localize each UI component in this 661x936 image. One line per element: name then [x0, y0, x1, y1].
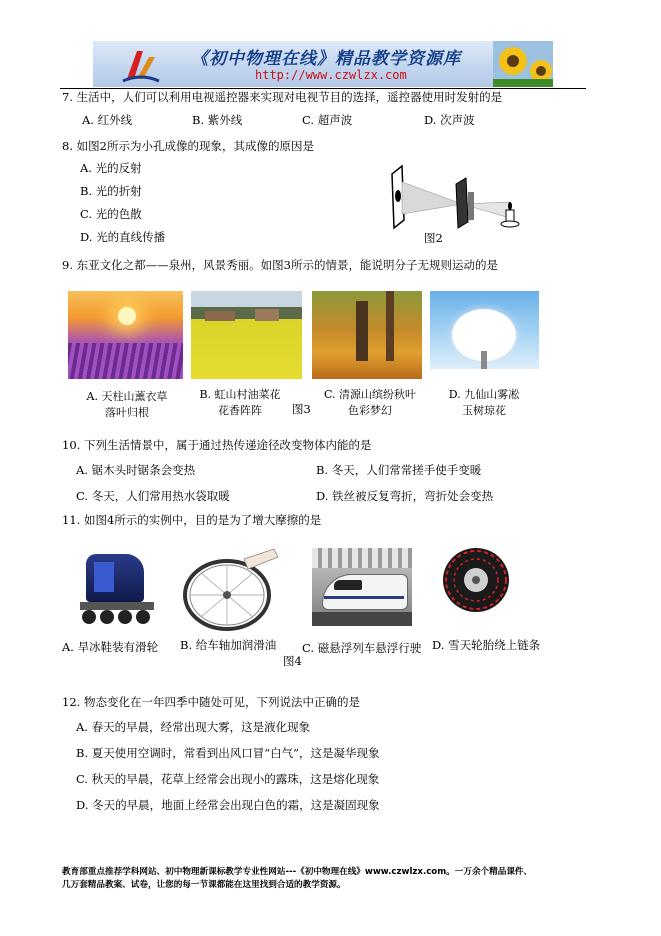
q7-option-b: B. 紫外线 [192, 113, 243, 127]
q11-option-c: C. 磁悬浮列车悬浮行驶 [302, 641, 422, 655]
question-11-stem: 11. 如图4所示的实例中，目的是为了增大摩擦的是 [62, 513, 322, 527]
snow-chain-tire-photo [440, 546, 520, 616]
q11-option-b: B. 给车轴加润滑油 [180, 638, 277, 652]
header-rule [60, 88, 586, 89]
autumn-leaves-photo [312, 291, 422, 379]
header-banner [93, 41, 553, 87]
q11-option-a: A. 旱冰鞋装有滑轮 [62, 640, 159, 654]
q9-caption-b-line1: B. 虹山村油菜花 [199, 388, 281, 401]
lavender-field-photo [68, 291, 183, 379]
q12-option-a: A. 春天的早晨，经常出现大雾，这是液化现象 [76, 720, 311, 734]
q8-option-d: D. 光的直线传播 [80, 230, 166, 244]
rime-tree-photo [430, 291, 539, 379]
q12-option-d: D. 冬天的早晨，地面上经常会出现白色的霜，这是凝固现象 [76, 798, 380, 812]
q9-caption-d-line2: 玉树琼花 [462, 404, 506, 417]
q11-option-d: D. 雪天轮胎绕上链条 [432, 638, 541, 652]
q9-caption-c-line2: 色彩梦幻 [348, 404, 392, 417]
q10-option-a: A. 锯木头时锯条会变热 [76, 463, 196, 477]
q8-option-b: B. 光的折射 [80, 184, 142, 198]
inline-skate-photo [64, 550, 167, 630]
q12-option-c: C. 秋天的早晨，花草上经常会出现小的露珠，这是熔化现象 [76, 772, 380, 786]
footer-line-2: 几万套精品教案、试卷，让您的每一节课都能在这里找到合适的教学资源。 [62, 880, 346, 890]
banner-url: http://www.czwlzx.com [255, 68, 407, 82]
q9-caption-a-line1: A. 天柱山薰衣草 [86, 390, 168, 403]
question-10-stem: 10. 下列生活情景中，属于通过热传递途径改变物体内能的是 [62, 438, 372, 452]
question-7-stem: 7. 生活中，人们可以利用电视遥控器来实现对电视节目的选择，遥控器使用时发射的是 [62, 90, 503, 104]
q10-option-b: B. 冬天，人们常常搓手使手变暖 [316, 463, 482, 477]
q7-option-a: A. 红外线 [82, 113, 133, 127]
q9-caption-b-line2: 花香阵阵 [218, 404, 262, 417]
q10-option-c: C. 冬天，人们常用热水袋取暖 [76, 489, 230, 503]
figure-2-label: 图2 [424, 231, 443, 245]
question-8-stem: 8. 如图2所示为小孔成像的现象，其成像的原因是 [62, 139, 314, 153]
maglev-train-photo [312, 548, 412, 626]
q7-option-c: C. 超声波 [302, 113, 353, 127]
q9-caption-c-line1: C. 清源山缤纷秋叶 [323, 388, 417, 401]
sunflower-icon [493, 41, 553, 87]
question-12-stem: 12. 物态变化在一年四季中随处可见，下列说法中正确的是 [62, 695, 360, 709]
q7-option-d: D. 次声波 [424, 113, 475, 127]
banner-title: 《初中物理在线》精品教学资源库 [191, 49, 461, 69]
q8-option-c: C. 光的色散 [80, 207, 142, 221]
q9-caption-d-line1: D. 九仙山雾凇 [448, 388, 520, 401]
question-9-stem: 9. 东亚文化之都——泉州，风景秀丽。如图3所示的情景，能说明分子无规则运动的是 [62, 258, 498, 272]
pinhole-camera-diagram [388, 162, 528, 232]
q9-caption-a-line2: 落叶归根 [105, 406, 149, 419]
footer-line-1: 教育部重点推荐学科网站、初中物理新课标教学专业性网站---《初中物理在线》www.czwlzx.com。一万余个精品课件、 [62, 867, 533, 877]
bicycle-wheel-photo [182, 547, 282, 632]
site-logo-icon [121, 45, 161, 85]
q8-option-a: A. 光的反射 [80, 161, 142, 175]
rapeseed-field-photo [191, 291, 302, 379]
q12-option-b: B. 夏天使用空调时，常看到出风口冒“白气”，这是凝华现象 [76, 746, 380, 760]
figure-4-label: 图4 [283, 654, 302, 668]
q10-option-d: D. 铁丝被反复弯折，弯折处会变热 [316, 489, 494, 503]
figure-3-label: 图3 [292, 402, 311, 416]
